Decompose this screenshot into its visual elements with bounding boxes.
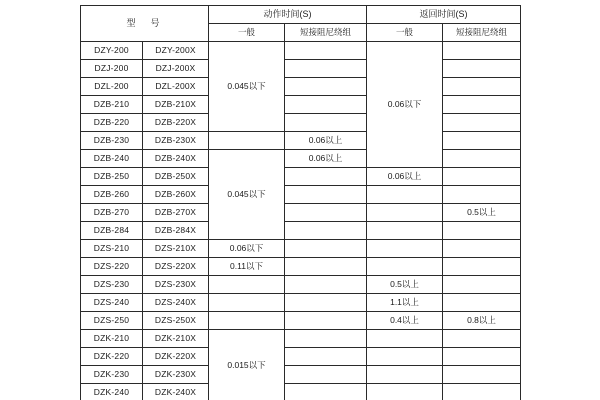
act-damp-cell (285, 384, 367, 400)
table-row (81, 384, 521, 400)
ret-damp-cell (443, 96, 521, 114)
ret-damp-cell (443, 294, 521, 312)
model-code-b: DZS-240X (143, 294, 209, 312)
ret-damp-cell (443, 330, 521, 348)
table-row (81, 96, 521, 114)
model-code-b: DZS-250X (143, 312, 209, 330)
table-row (81, 78, 521, 96)
model-code-b: DZB-270X (143, 204, 209, 222)
model-code-a: DZY-200 (81, 42, 143, 60)
header-type: 型 号 (81, 6, 209, 42)
model-code-a: DZS-220 (81, 258, 143, 276)
model-code-b: DZS-230X (143, 276, 209, 294)
table-row (81, 60, 521, 78)
header-return-time: 返回时间(S) (367, 6, 521, 24)
ret-normal-cell (367, 258, 443, 276)
model-code-b: DZB-284X (143, 222, 209, 240)
ret-damp-cell (443, 258, 521, 276)
header-return-damped: 短接阻尼绕组 (443, 24, 521, 42)
act-damp-cell (285, 294, 367, 312)
act-damp-cell (285, 96, 367, 114)
act-damp-cell (285, 330, 367, 348)
model-code-b: DZL-200X (143, 78, 209, 96)
model-code-a: DZS-230 (81, 276, 143, 294)
model-code-a: DZB-220 (81, 114, 143, 132)
table-row (81, 276, 521, 294)
model-code-a: DZB-284 (81, 222, 143, 240)
ret-damp-cell (443, 132, 521, 150)
table-row (81, 42, 521, 60)
model-code-b: DZB-210X (143, 96, 209, 114)
act-damp-cell: 0.06以上 (285, 150, 367, 168)
model-code-a: DZS-250 (81, 312, 143, 330)
ret-normal-cell: 0.5以上 (367, 276, 443, 294)
ret-damp-cell (443, 348, 521, 366)
header-action-damped: 短接阻尼绕组 (285, 24, 367, 42)
table-row (81, 294, 521, 312)
header-action-time: 动作时间(S) (209, 6, 367, 24)
relay-timing-table (80, 5, 521, 400)
act-damp-cell (285, 168, 367, 186)
ret-damp-cell (443, 276, 521, 294)
model-code-a: DZB-250 (81, 168, 143, 186)
act-normal-cell (209, 132, 285, 150)
ret-damp-cell (443, 78, 521, 96)
act-damp-cell (285, 78, 367, 96)
act-normal-cell (209, 294, 285, 312)
model-code-b: DZB-240X (143, 150, 209, 168)
ret-damp-cell (443, 366, 521, 384)
table-row (81, 348, 521, 366)
table-row (81, 114, 521, 132)
model-code-a: DZB-230 (81, 132, 143, 150)
ret-normal-cell (367, 366, 443, 384)
model-code-b: DZB-250X (143, 168, 209, 186)
act-damp-cell (285, 60, 367, 78)
ret-damp-cell (443, 222, 521, 240)
act-normal-cell: 0.11以下 (209, 258, 285, 276)
act-damp-cell (285, 312, 367, 330)
act-damp-cell (285, 222, 367, 240)
ret-normal-cell (367, 240, 443, 258)
model-code-b: DZS-210X (143, 240, 209, 258)
table-body (81, 42, 521, 400)
ret-damp-cell: 0.5以上 (443, 204, 521, 222)
model-code-b: DZK-210X (143, 330, 209, 348)
ret-normal-cell (367, 204, 443, 222)
ret-damp-cell (443, 60, 521, 78)
ret-normal-cell (367, 222, 443, 240)
act-damp-cell (285, 186, 367, 204)
act-damp-cell (285, 348, 367, 366)
ret-normal-cell: 1.1以上 (367, 294, 443, 312)
table-row (81, 204, 521, 222)
model-code-b: DZB-230X (143, 132, 209, 150)
act-damp-cell (285, 258, 367, 276)
model-code-b: DZK-220X (143, 348, 209, 366)
ret-normal-cell: 0.06以上 (367, 168, 443, 186)
model-code-a: DZB-260 (81, 186, 143, 204)
model-code-a: DZK-220 (81, 348, 143, 366)
ret-damp-cell (443, 186, 521, 204)
act-damp-cell (285, 276, 367, 294)
table-row (81, 168, 521, 186)
act-normal-cell: 0.06以下 (209, 240, 285, 258)
table-header (81, 6, 521, 42)
header-action-normal: 一般 (209, 24, 285, 42)
model-code-b: DZB-260X (143, 186, 209, 204)
act-normal-merged-3: 0.015以下 (209, 330, 285, 400)
ret-normal-cell (367, 384, 443, 400)
header-return-normal: 一般 (367, 24, 443, 42)
table-row (81, 240, 521, 258)
model-code-a: DZS-240 (81, 294, 143, 312)
table-row (81, 258, 521, 276)
act-damp-cell (285, 240, 367, 258)
model-code-b: DZK-240X (143, 384, 209, 400)
ret-damp-cell (443, 168, 521, 186)
table-row (81, 330, 521, 348)
model-code-b: DZY-200X (143, 42, 209, 60)
model-code-b: DZB-220X (143, 114, 209, 132)
table-row (81, 186, 521, 204)
ret-damp-cell (443, 240, 521, 258)
model-code-b: DZK-230X (143, 366, 209, 384)
model-code-b: DZS-220X (143, 258, 209, 276)
model-code-a: DZK-240 (81, 384, 143, 400)
ret-damp-cell (443, 150, 521, 168)
model-code-a: DZS-210 (81, 240, 143, 258)
act-normal-cell (209, 312, 285, 330)
act-damp-cell: 0.06以上 (285, 132, 367, 150)
table-row (81, 132, 521, 150)
table-row (81, 312, 521, 330)
model-code-a: DZB-210 (81, 96, 143, 114)
act-normal-merged-2: 0.045以下 (209, 150, 285, 240)
ret-damp-cell (443, 114, 521, 132)
ret-damp-cell (443, 384, 521, 400)
table-row (81, 222, 521, 240)
table-row (81, 150, 521, 168)
ret-normal-merged-1: 0.06以下 (367, 42, 443, 168)
model-code-b: DZJ-200X (143, 60, 209, 78)
model-code-a: DZJ-200 (81, 60, 143, 78)
act-damp-cell (285, 204, 367, 222)
model-code-a: DZL-200 (81, 78, 143, 96)
ret-normal-cell (367, 186, 443, 204)
act-damp-cell (285, 114, 367, 132)
act-damp-cell (285, 42, 367, 60)
ret-damp-cell (443, 42, 521, 60)
act-normal-cell (209, 276, 285, 294)
ret-damp-cell: 0.8以上 (443, 312, 521, 330)
ret-normal-cell: 0.4以上 (367, 312, 443, 330)
model-code-a: DZB-240 (81, 150, 143, 168)
act-damp-cell (285, 366, 367, 384)
act-normal-merged-1: 0.045以下 (209, 42, 285, 132)
model-code-a: DZK-230 (81, 366, 143, 384)
model-code-a: DZB-270 (81, 204, 143, 222)
model-code-a: DZK-210 (81, 330, 143, 348)
ret-normal-cell (367, 348, 443, 366)
table-row (81, 366, 521, 384)
ret-normal-cell (367, 330, 443, 348)
